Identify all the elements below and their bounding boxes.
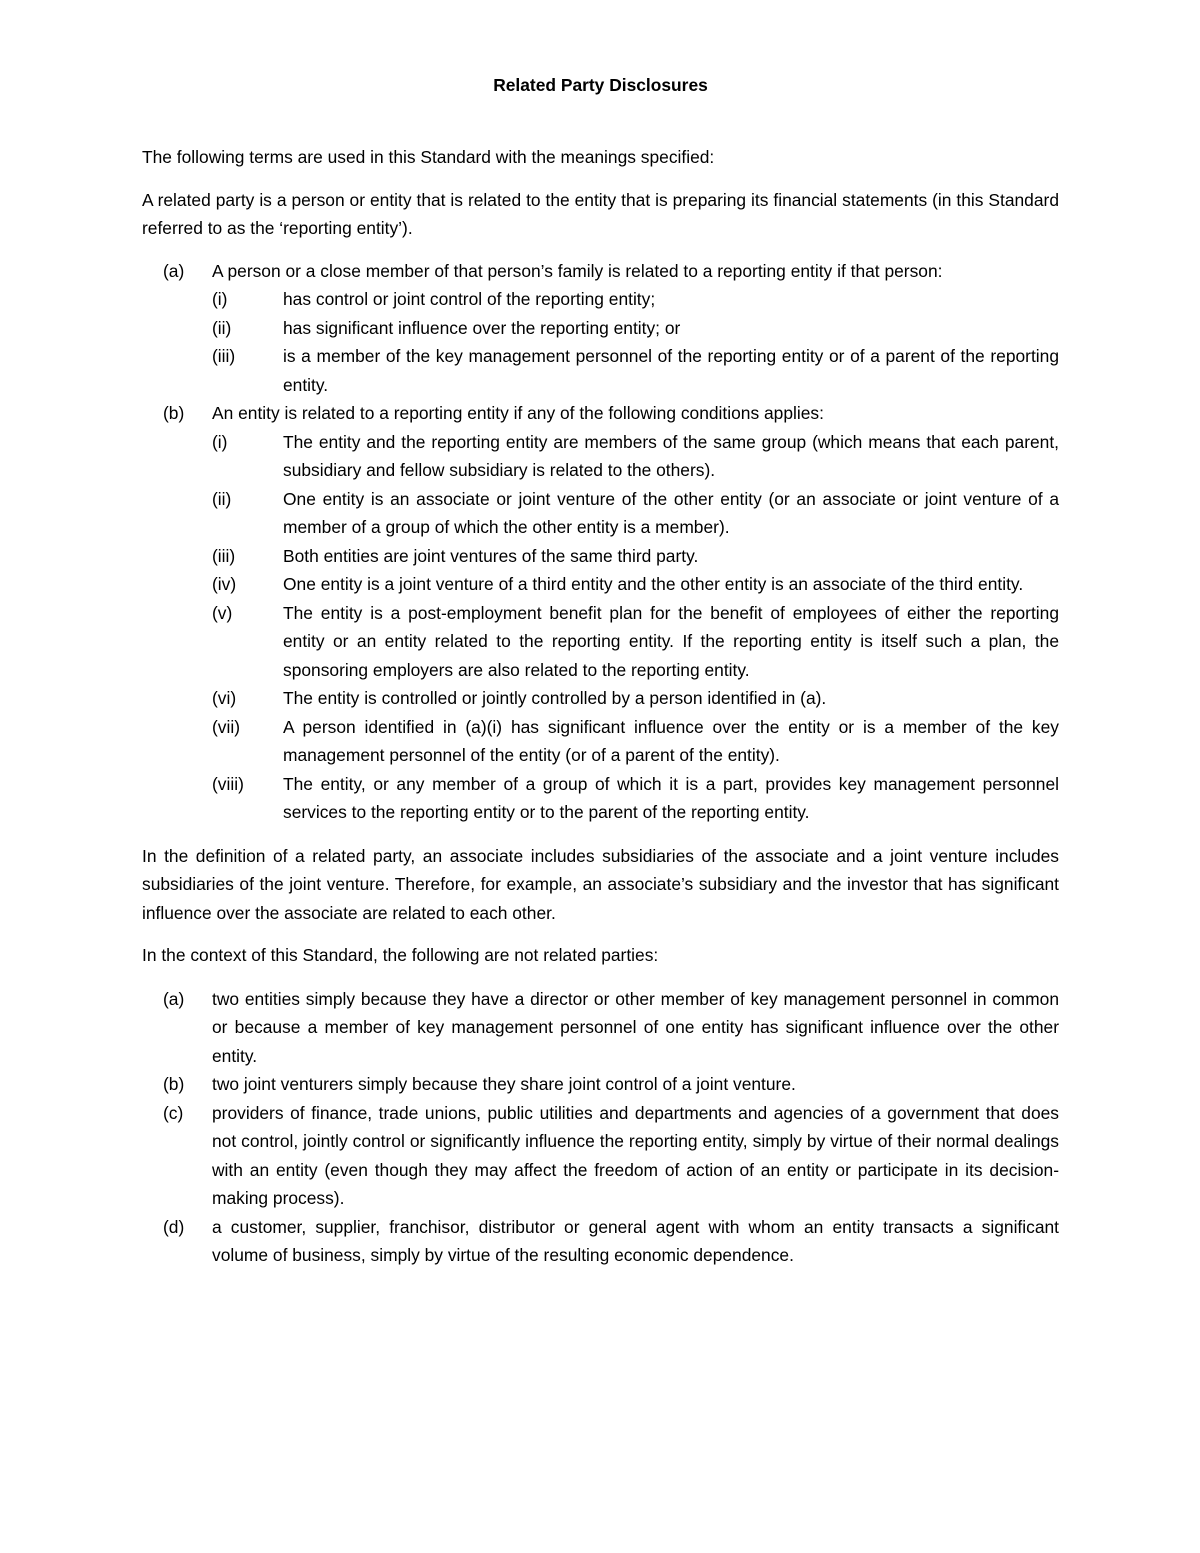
sub-list-item-text: Both entities are joint ventures of the same third party. <box>283 545 699 566</box>
sub-list-item-text: The entity and the reporting entity are members of the same group (which means that each parent, subsidiary and fellow subsidiary is related to the others). <box>283 431 1059 480</box>
sub-list-item-label: (iv) <box>212 574 237 594</box>
list-item <box>142 399 1059 827</box>
list-item <box>142 1213 1059 1270</box>
sub-list-item-label: (vi) <box>212 688 237 708</box>
sub-list-item <box>212 485 1059 542</box>
sub-list-item-label: (vii) <box>212 716 241 737</box>
sub-list-item <box>212 770 1059 827</box>
list-item-label: (c) <box>163 1102 184 1123</box>
list-item-label: (a) <box>163 988 185 1009</box>
sub-list-item <box>212 570 1059 599</box>
sub-list-item-text: The entity is a post-employment benefit plan for the benefit of employees of either the reporting entity or an entity related to the reporting entity. If the reporting entity is itself such a plan, the sponsoring employers are also related to the reporting entity. <box>283 602 1059 680</box>
not-related-intro: In the context of this Standard, the following are not related parties: <box>142 945 659 965</box>
sub-list-item <box>212 542 1059 571</box>
spacer <box>142 827 1059 842</box>
sub-list-item-text: One entity is a joint venture of a third entity and the other entity is an associate of the third entity. <box>283 574 1024 594</box>
sub-list-item-label: (v) <box>212 602 233 623</box>
list-item <box>142 1070 1059 1099</box>
sub-list-item-text: has control or joint control of the reporting entity; <box>283 289 656 309</box>
sub-list-item <box>212 342 1059 399</box>
sub-list-item-text: has significant influence over the reporting entity; or <box>283 317 681 338</box>
sub-list-item-label: (i) <box>212 289 228 309</box>
related-party-list <box>142 257 1059 827</box>
sub-list <box>212 428 1059 827</box>
sub-list-item-label: (viii) <box>212 773 244 794</box>
sub-list-item <box>212 428 1059 485</box>
associate-paragraph: In the definition of a related party, an associate includes subsidiaries of the associate and a joint venture includes subsidiaries of the joint venture. Therefore, for example, an associate’s subsidiary and the investor that has significant influence over the associate are related to each other. <box>142 845 1059 923</box>
sub-list-item <box>212 713 1059 770</box>
list-item-text: two joint venturers simply because they share joint control of a joint venture. <box>212 1074 796 1094</box>
document-title: Related Party Disclosures <box>493 75 708 95</box>
list-item-label: (b) <box>163 1074 185 1094</box>
list-item-text: An entity is related to a reporting entity if any of the following conditions applies: <box>212 403 824 423</box>
list-item <box>142 1099 1059 1213</box>
sub-list-item-label: (i) <box>212 431 228 452</box>
list-item-label: (d) <box>163 1216 185 1237</box>
sub-list-item-label: (ii) <box>212 488 232 509</box>
sub-list-item-label: (iii) <box>212 545 236 566</box>
list-item <box>142 985 1059 1071</box>
list-item-text: a customer, supplier, franchisor, distributor or general agent with whom an entity transacts a significant volume of business, simply by virtue of the resulting economic dependence. <box>212 1216 1059 1265</box>
sub-list <box>212 285 1059 399</box>
sub-list-item-text: One entity is an associate or joint venture of the other entity (or an associate or joint venture of a member of a group of which the other entity is a member). <box>283 488 1059 537</box>
definition-paragraph: A related party is a person or entity that is related to the entity that is preparing its financial statements (in this Standard referred to as the ‘reporting entity’). <box>142 189 1059 238</box>
sub-list-item <box>212 314 1059 343</box>
sub-list-item-label: (iii) <box>212 346 236 366</box>
sub-list-item-text: The entity is controlled or jointly controlled by a person identified in (a). <box>283 688 827 708</box>
intro-paragraph: The following terms are used in this Standard with the meanings specified: <box>142 147 715 167</box>
list-item-text: A person or a close member of that person’s family is related to a reporting entity if that person: <box>212 260 943 281</box>
list-item-body <box>212 399 1059 827</box>
sub-list-item-text: is a member of the key management personnel of the reporting entity or of a parent of the reporting entity. <box>283 346 1059 395</box>
sub-list-item-text: The entity, or any member of a group of which it is a part, provides key management personnel services to the reporting entity or to the parent of the reporting entity. <box>283 773 1059 822</box>
sub-list-item <box>212 285 1059 314</box>
sub-list-item-label: (ii) <box>212 317 232 338</box>
sub-list-item-text: A person identified in (a)(i) has significant influence over the entity or is a member of the key management personnel of the entity (or of a parent of the entity). <box>283 716 1059 765</box>
list-item-text: two entities simply because they have a director or other member of key management personnel in common or because a member of key management personnel of one entity has significant influence over the other entity. <box>212 988 1059 1066</box>
list-item-text: providers of finance, trade unions, public utilities and departments and agencies of a government that does not control, jointly control or significantly influence the reporting entity, simply by virtue of their normal dealings with an entity (even though they may affect the freedom of action of an entity or participate in its decision-making process). <box>212 1102 1059 1208</box>
document-content <box>142 71 1059 1270</box>
sub-list-item <box>212 684 1059 713</box>
list-item-label: (b) <box>163 403 185 423</box>
list-item <box>142 257 1059 400</box>
not-related-list <box>142 985 1059 1270</box>
sub-list-item <box>212 599 1059 685</box>
list-item-body <box>212 257 1059 400</box>
list-item-label: (a) <box>163 260 185 281</box>
